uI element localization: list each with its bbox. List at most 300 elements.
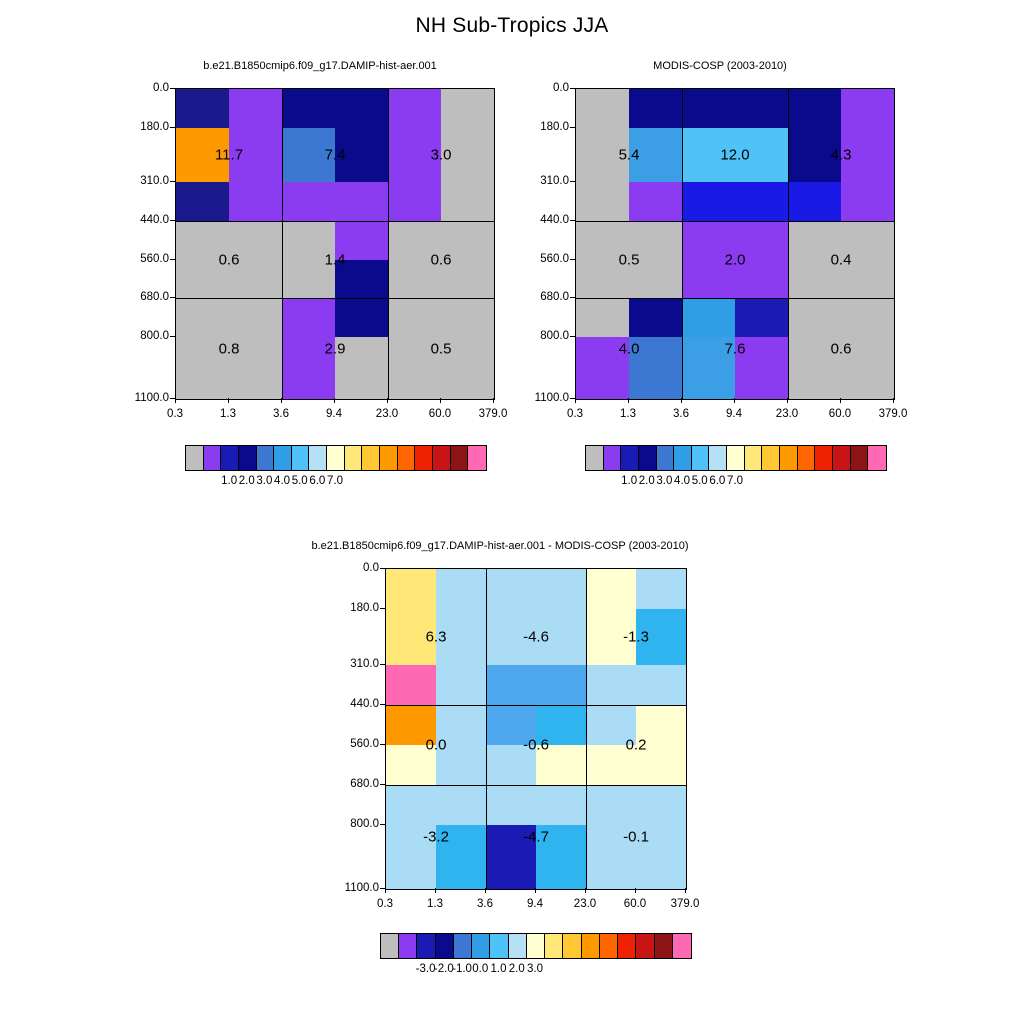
heatmap-cell (586, 569, 636, 609)
heatmap-cell (229, 260, 282, 299)
colorbar-swatch (618, 934, 636, 958)
heatmap-cell (229, 298, 282, 337)
x-axis-tick-label: 1.3 (220, 408, 236, 420)
heatmap-cell (841, 337, 894, 399)
x-axis-tick-label: 3.6 (673, 408, 689, 420)
y-axis-tick-label: 310.0 (140, 175, 169, 187)
heatmap-cell (335, 182, 388, 221)
y-axis-tick-label: 0.0 (363, 562, 379, 574)
colorbar-swatch (468, 446, 486, 470)
colorbar-tick-label: 0.0 (472, 963, 489, 975)
y-axis-tick-mark (570, 220, 575, 221)
heatmap-cell (735, 298, 788, 337)
y-axis-tick-label: 310.0 (350, 658, 379, 670)
heatmap-cell (282, 221, 335, 260)
heatmap-cell (536, 825, 586, 889)
heatmap-cell (335, 128, 388, 182)
heatmap-cell (388, 221, 441, 260)
heatmap-cell (436, 609, 486, 665)
y-axis-tick-mark (380, 664, 385, 665)
cell-value-label: 4.0 (618, 340, 640, 358)
x-axis-tick-label: 60.0 (428, 408, 452, 420)
heatmap-cell (586, 785, 636, 825)
x-axis-tick-mark (435, 888, 436, 893)
heatmap-cell (735, 89, 788, 128)
heatmap-cell (436, 745, 486, 785)
heatmap-cell (386, 745, 436, 785)
colorbar-swatch (655, 934, 673, 958)
heatmap-cell (441, 89, 494, 128)
colorbar (380, 933, 690, 983)
heatmap-cell (282, 182, 335, 221)
x-axis-tick-mark (635, 888, 636, 893)
x-axis-tick-mark (385, 888, 386, 893)
heatmap-cell (386, 705, 436, 745)
heatmap-cell (629, 182, 682, 221)
colorbar-swatch (380, 446, 398, 470)
heatmap-cell (682, 182, 735, 221)
colorbar-swatch (621, 446, 639, 470)
cell-value-label: 6.3 (425, 628, 447, 646)
colorbar-strip (185, 445, 487, 471)
heatmap-cell (536, 705, 586, 745)
colorbar-swatch (586, 446, 604, 470)
heatmap-cell (629, 128, 682, 182)
heatmap-cell (388, 260, 441, 299)
cell-value-label: 0.0 (425, 736, 447, 754)
y-axis-tick-mark (170, 297, 175, 298)
heatmap-cell (335, 260, 388, 299)
colorbar-tick-label: -1.0 (452, 963, 472, 975)
heatmap-cell (629, 89, 682, 128)
heatmap-cell (788, 89, 841, 128)
heatmap-cell (735, 337, 788, 399)
colorbar-tick-label: 1.0 (221, 475, 238, 487)
heatmap-cell (176, 298, 229, 337)
heatmap-cell (386, 825, 436, 889)
x-axis-tick-mark (535, 888, 536, 893)
heatmap-cell (636, 705, 686, 745)
heatmap-cell (586, 665, 636, 705)
colorbar-tick-label: 3.0 (527, 963, 543, 975)
colorbar-swatch (204, 446, 222, 470)
panel-title-obs: MODIS-COSP (2003-2010) (653, 60, 787, 72)
colorbar-tick-label: 6.0 (709, 475, 726, 487)
heatmap-cell (441, 221, 494, 260)
colorbar-swatch (545, 934, 563, 958)
page-title: NH Sub-Tropics JJA (415, 14, 609, 37)
gridline-vertical (282, 89, 283, 399)
colorbar-tick-label: 4.0 (274, 475, 291, 487)
heatmap-cell (388, 182, 441, 221)
heatmap-cell (441, 298, 494, 337)
colorbar-swatch (274, 446, 292, 470)
heatmap-cell (229, 89, 282, 128)
heatmap-cell (841, 221, 894, 260)
heatmap-cell (335, 337, 388, 399)
cell-value-label: 0.5 (430, 340, 452, 358)
colorbar-swatch (327, 446, 345, 470)
colorbar-swatch (851, 446, 869, 470)
cell-value-label: 0.5 (618, 251, 640, 268)
heatmap-cell (436, 569, 486, 609)
heatmap-cell (536, 609, 586, 665)
heatmap-cell (841, 128, 894, 182)
heatmap-cell (586, 745, 636, 785)
y-axis-tick-mark (570, 127, 575, 128)
y-axis-tick-label: 560.0 (540, 252, 569, 265)
y-axis-tick-label: 800.0 (540, 330, 569, 342)
colorbar-swatch (292, 446, 310, 470)
cell-value-label: -3.2 (423, 828, 449, 846)
colorbar-swatch (221, 446, 239, 470)
colorbar-swatch (362, 446, 380, 470)
panel-title-model: b.e21.B1850cmip6.f09_g17.DAMIP-hist-aer.001 (203, 60, 437, 72)
heatmap-cell (229, 337, 282, 399)
heatmap-cell (486, 705, 536, 745)
heatmap-difference (385, 568, 687, 890)
gridline-horizontal (386, 785, 686, 786)
heatmap-cell (576, 89, 629, 128)
y-axis-tick-mark (380, 744, 385, 745)
x-axis-tick-label: 9.4 (726, 408, 742, 420)
panel-difference (290, 540, 710, 990)
cell-value-label: -1.3 (623, 628, 649, 646)
x-axis-tick-label: 23.0 (775, 408, 799, 420)
x-axis-tick-label: 23.0 (573, 898, 597, 910)
y-axis-tick-label: 180.0 (140, 120, 169, 133)
heatmap-cell (282, 128, 335, 182)
colorbar-tick-label: -3.0 (415, 963, 436, 975)
colorbar-swatch (709, 446, 727, 470)
x-axis-tick-mark (281, 398, 282, 403)
y-axis-tick-label: 800.0 (350, 818, 379, 830)
colorbar-tick-label: 2.0 (638, 475, 655, 487)
colorbar-tick-label: 4.0 (674, 475, 691, 487)
x-axis-tick-label: 1.3 (427, 898, 443, 910)
heatmap-cell (735, 182, 788, 221)
colorbar-swatch (745, 446, 763, 470)
y-axis-tick-label: 1100.0 (134, 392, 169, 404)
colorbar-tick-label: 1.0 (621, 475, 638, 487)
y-axis-tick-mark (380, 608, 385, 609)
colorbar-tick-label: 5.0 (291, 475, 308, 487)
colorbar-swatch (381, 934, 399, 958)
colorbar-tick-label: 5.0 (691, 475, 708, 487)
colorbar (185, 445, 485, 495)
y-axis-tick-label: 680.0 (140, 291, 169, 304)
y-axis-tick-mark (170, 259, 175, 260)
colorbar-swatch (674, 446, 692, 470)
heatmap-cell (441, 337, 494, 399)
colorbar-swatch (815, 446, 833, 470)
y-axis-tick-mark (170, 220, 175, 221)
heatmap-cell (388, 89, 441, 128)
heatmap-cell (682, 298, 735, 337)
x-axis-tick-mark (175, 398, 176, 403)
y-axis-tick-label: 440.0 (350, 698, 379, 710)
x-axis-tick-label: 0.3 (167, 408, 183, 420)
x-axis-tick-mark (575, 398, 576, 403)
x-axis-tick-mark (734, 398, 735, 403)
y-axis-tick-label: 180.0 (540, 120, 569, 133)
heatmap-cell (436, 665, 486, 705)
colorbar-swatch (798, 446, 816, 470)
x-axis-tick-label: 1.3 (620, 408, 636, 420)
heatmap-cell (629, 260, 682, 299)
colorbar-swatch (636, 934, 654, 958)
y-axis-tick-mark (380, 704, 385, 705)
heatmap-cell (636, 665, 686, 705)
heatmap-cell (176, 89, 229, 128)
colorbar-swatch (604, 446, 622, 470)
heatmap-cell (386, 609, 436, 665)
colorbar-tick-label: 2.0 (238, 475, 255, 487)
panel-obs (530, 60, 910, 487)
cell-value-label: 2.9 (324, 340, 346, 358)
colorbar-swatch (309, 446, 327, 470)
colorbar-swatch (417, 934, 435, 958)
heatmap-cell (636, 569, 686, 609)
heatmap-cell (441, 260, 494, 299)
heatmap-cell (282, 298, 335, 337)
heatmap-cell (486, 665, 536, 705)
heatmap-cell (176, 128, 229, 182)
colorbar-swatch (433, 446, 451, 470)
y-axis-tick-mark (170, 336, 175, 337)
x-axis-tick-mark (585, 888, 586, 893)
heatmap-cell (282, 89, 335, 128)
gridline-horizontal (176, 298, 494, 299)
panel-title-difference: b.e21.B1850cmip6.f09_g17.DAMIP-hist-aer.001 - MODIS-COSP (2003-2010) (311, 540, 689, 552)
y-axis-tick-label: 440.0 (140, 213, 169, 226)
x-axis-tick-mark (628, 398, 629, 403)
heatmap-cell (486, 745, 536, 785)
heatmap-cell (436, 825, 486, 889)
heatmap-model (175, 88, 495, 400)
x-axis-tick-mark (387, 398, 388, 403)
y-axis-tick-label: 0.0 (553, 82, 569, 94)
colorbar-tick-label: 2.0 (508, 963, 525, 975)
y-axis-tick-label: 560.0 (140, 252, 169, 265)
x-axis-tick-mark (893, 398, 894, 403)
colorbar-swatch (239, 446, 257, 470)
gridline-horizontal (576, 221, 894, 222)
colorbar-swatch (257, 446, 275, 470)
colorbar-swatch (509, 934, 527, 958)
cell-value-label: -0.1 (623, 828, 649, 846)
x-axis-tick-label: 3.6 (273, 408, 289, 420)
cell-value-label: 2.0 (724, 251, 746, 268)
cell-value-label: 11.7 (214, 146, 244, 164)
colorbar-swatch (398, 446, 416, 470)
x-axis-tick-mark (685, 888, 686, 893)
colorbar-swatch (527, 934, 545, 958)
heatmap-cell (841, 298, 894, 337)
heatmap-cell (682, 128, 735, 182)
colorbar-tick-label: 3.0 (656, 475, 673, 487)
heatmap-cell (441, 182, 494, 221)
x-axis-tick-label: 0.3 (567, 408, 583, 420)
heatmap-cell (735, 260, 788, 299)
heatmap-cell (436, 785, 486, 825)
colorbar-swatch (657, 446, 675, 470)
heatmap-cell (636, 745, 686, 785)
colorbar-swatch (399, 934, 417, 958)
x-axis-tick-label: 60.0 (623, 898, 647, 910)
colorbar-strip (585, 445, 887, 471)
heatmap-cell (735, 221, 788, 260)
x-axis-tick-mark (681, 398, 682, 403)
colorbar-swatch (600, 934, 618, 958)
cell-value-label: 0.2 (625, 736, 647, 754)
y-axis-tick-label: 310.0 (540, 175, 569, 187)
heatmap-cell (536, 785, 586, 825)
gridline-horizontal (576, 298, 894, 299)
cell-value-label: 3.0 (430, 146, 452, 164)
colorbar-tick-label: 6.0 (309, 475, 326, 487)
heatmap-cell (386, 785, 436, 825)
heatmap-cell (841, 182, 894, 221)
heatmap-cell (486, 609, 536, 665)
gridline-vertical (682, 89, 683, 399)
heatmap-cell (486, 825, 536, 889)
colorbar-swatch (454, 934, 472, 958)
panel-model (130, 60, 510, 487)
x-axis-tick-mark (334, 398, 335, 403)
x-axis-tick-mark (485, 888, 486, 893)
y-axis-tick-mark (570, 297, 575, 298)
colorbar-swatch (780, 446, 798, 470)
y-axis-tick-label: 680.0 (540, 291, 569, 304)
heatmap-cell (576, 128, 629, 182)
y-axis-tick-mark (380, 824, 385, 825)
colorbar-swatch (451, 446, 469, 470)
gridline-vertical (486, 569, 487, 889)
cell-value-label: 5.4 (618, 146, 640, 164)
y-axis-tick-label: 1100.0 (534, 392, 569, 404)
colorbar-swatch (727, 446, 745, 470)
y-axis-tick-mark (570, 259, 575, 260)
colorbar-tick-label: 1.0 (490, 963, 507, 975)
heatmap-cell (788, 182, 841, 221)
colorbar-swatch (186, 446, 204, 470)
heatmap-cell (788, 260, 841, 299)
heatmap-cell (229, 182, 282, 221)
x-axis-tick-label: 60.0 (828, 408, 852, 420)
y-axis-tick-mark (170, 127, 175, 128)
y-axis-tick-label: 680.0 (350, 778, 379, 790)
heatmap-cell (176, 260, 229, 299)
heatmap-cell (282, 337, 335, 399)
x-axis-tick-label: 379.0 (670, 898, 700, 910)
x-axis-tick-label: 379.0 (878, 408, 908, 420)
colorbar-swatch (673, 934, 691, 958)
colorbar-swatch (472, 934, 490, 958)
cell-value-label: -4.6 (523, 628, 549, 646)
x-axis-tick-label: 9.4 (326, 408, 342, 420)
colorbar-swatch (436, 934, 454, 958)
heatmap-cell (576, 337, 629, 399)
heatmap-cell (636, 785, 686, 825)
heatmap-cell (636, 825, 686, 889)
heatmap-cell (282, 260, 335, 299)
heatmap-cell (536, 745, 586, 785)
colorbar-swatch (762, 446, 780, 470)
heatmap-cell (388, 337, 441, 399)
cell-value-label: 0.6 (218, 251, 240, 268)
heatmap-cell (586, 705, 636, 745)
heatmap-cell (629, 337, 682, 399)
heatmap-cell (788, 298, 841, 337)
colorbar-swatch (415, 446, 433, 470)
gridline-horizontal (176, 221, 494, 222)
colorbar-swatch (868, 446, 886, 470)
heatmap-cell (682, 337, 735, 399)
cell-value-label: 7.6 (724, 340, 746, 358)
heatmap-cell (682, 89, 735, 128)
y-axis-tick-label: 800.0 (140, 330, 169, 342)
y-axis-tick-mark (570, 88, 575, 89)
colorbar-swatch (563, 934, 581, 958)
colorbar-strip (380, 933, 692, 959)
heatmap-cell (536, 569, 586, 609)
heatmap-cell (576, 260, 629, 299)
y-axis-tick-label: 180.0 (350, 602, 379, 614)
x-axis-tick-label: 23.0 (375, 408, 399, 420)
heatmap-cell (176, 221, 229, 260)
y-axis-tick-mark (570, 181, 575, 182)
heatmap-cell (388, 298, 441, 337)
heatmap-cell (441, 128, 494, 182)
colorbar-swatch (490, 934, 508, 958)
heatmap-cell (735, 128, 788, 182)
heatmap-cell (386, 665, 436, 705)
y-axis-tick-label: 1100.0 (344, 882, 379, 894)
heatmap-cell (335, 298, 388, 337)
colorbar-swatch (345, 446, 363, 470)
heatmap-cell (682, 221, 735, 260)
heatmap-cell (682, 260, 735, 299)
x-axis-tick-label: 3.6 (477, 898, 493, 910)
gridline-vertical (586, 569, 587, 889)
heatmap-cell (841, 260, 894, 299)
heatmap-cell (176, 337, 229, 399)
colorbar-swatch (692, 446, 710, 470)
x-axis-tick-mark (840, 398, 841, 403)
cell-value-label: 0.8 (218, 340, 240, 358)
heatmap-cell (576, 298, 629, 337)
heatmap-cell (486, 569, 536, 609)
colorbar-swatch (833, 446, 851, 470)
heatmap-cell (388, 128, 441, 182)
heatmap-cell (788, 221, 841, 260)
cell-value-label: 1.4 (324, 251, 346, 268)
heatmap-cell (536, 665, 586, 705)
y-axis-tick-mark (380, 568, 385, 569)
y-axis-tick-mark (170, 181, 175, 182)
heatmap-cell (229, 221, 282, 260)
cell-value-label: 12.0 (720, 146, 750, 164)
y-axis-tick-mark (570, 336, 575, 337)
gridline-horizontal (386, 705, 686, 706)
heatmap-cell (576, 221, 629, 260)
gridline-vertical (388, 89, 389, 399)
heatmap-cell (335, 221, 388, 260)
colorbar-tick-label: 7.0 (327, 475, 343, 487)
heatmap-cell (486, 785, 536, 825)
cell-value-label: 0.6 (430, 251, 452, 268)
